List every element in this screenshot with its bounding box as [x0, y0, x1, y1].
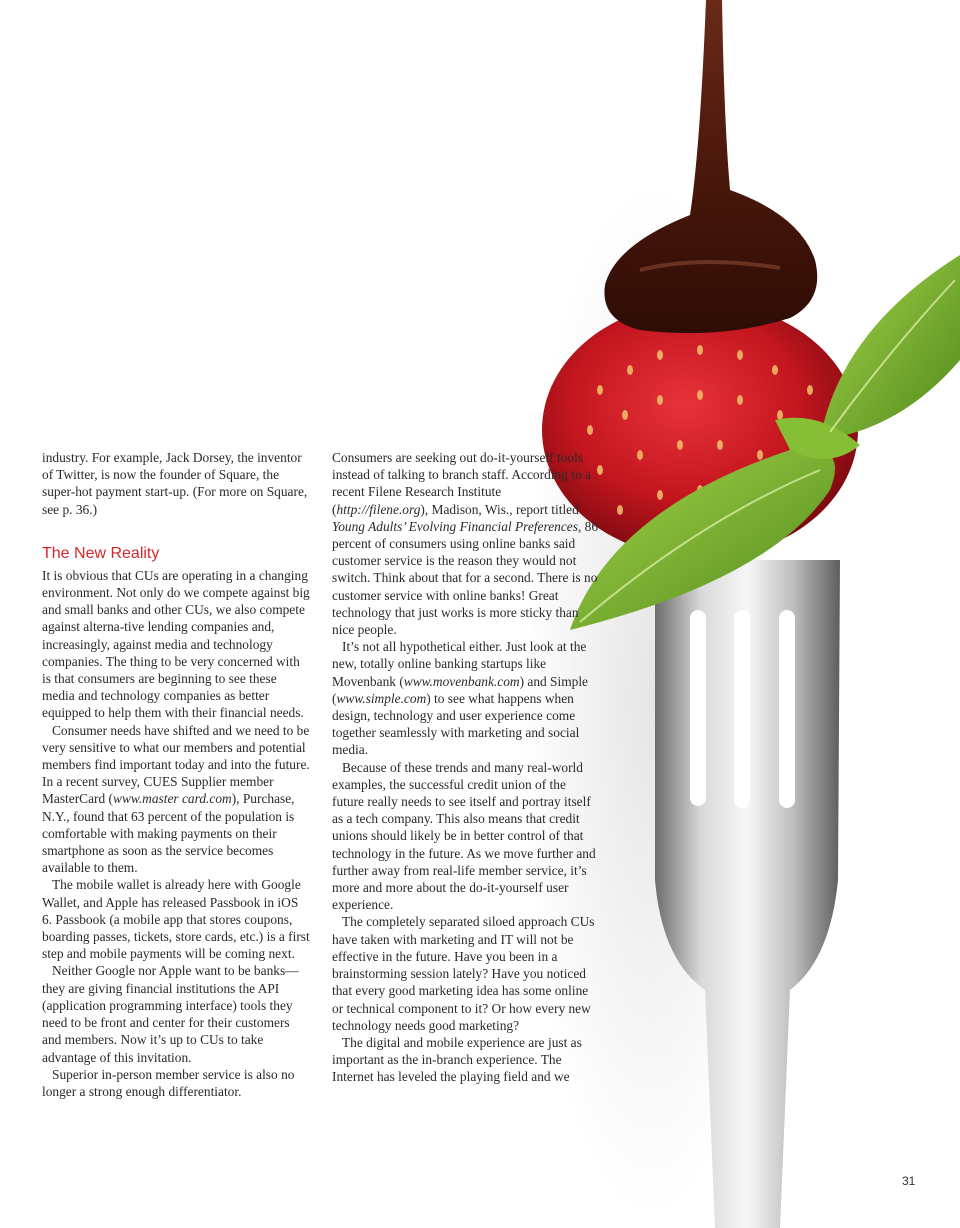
paragraph: It is obvious that CUs are operating in a changing environment. Not only do we compete against big and small banks and other CUs, we also compete against alterna-tive lending companies and, increasingly, against media and technology companies. The thing to be very concerned with is that consumers are beginning to see these media and technology companies as better equipped to help them with their financial needs.: [42, 567, 310, 721]
text-span: ), Purchase, N.Y., found that 63 percent of the population is comfortable with making payments on their smartphone as soon as the service becomes available to them.: [42, 791, 295, 876]
text-span: It’s not all hypothetical either. Just look at the new, totally online banking startups like Movenbank (: [332, 639, 587, 689]
right-column: [332, 449, 600, 1086]
text-span: ), Madison, Wis., report titled: [420, 501, 579, 517]
paragraph: [332, 449, 600, 638]
filene-link: http://filene.org: [336, 501, 421, 517]
paragraph: The digital and mobile experience are just as important as the in-branch experience. The Internet has leveled the playing field and we: [332, 1034, 582, 1085]
mastercard-link: www.master card.com: [113, 791, 232, 807]
paragraph: industry. For example, Jack Dorsey, the inventor of Twitter, is now the founder of Square, the super-hot payment start-up. (For more on Square, see p. 36.): [42, 450, 308, 517]
text-span: , 86 percent of consumers using online banks said customer service is the reason they would not switch. Think about that for a second. There is no customer service with online banks! Great technology that just works is more sticky than nice people.: [332, 518, 599, 638]
paragraph: Because of these trends and many real-world examples, the successful credit union of the future really needs to see itself and portray itself as a tech company. This also means that credit unions should likely be in better control of that technology in the future. As we move further and further away from real-life member service, it’s more and more about the do-it-yourself user experience.: [332, 759, 596, 913]
paragraph: The mobile wallet is already here with Google Wallet, and Apple has released Passbook in iOS 6. Passbook (a mobile app that stores coupons, boarding passes, tickets, store cards, etc.) is a first step and mobile payments will be coming next.: [42, 877, 310, 962]
paragraph: Superior in-person member service is also no longer a strong enough differentiator.: [42, 1066, 295, 1099]
movenbank-link: www.movenbank.com: [403, 673, 520, 689]
paragraph: Neither Google nor Apple want to be banks—they are giving financial institutions the API (application programming interface) tools they need to be front and center for their customers and members. Now it’s up to CUs to take advantage of this invitation.: [42, 963, 299, 1065]
text-span: Consumers are seeking out do-it-yourself tools instead of talking to branch staff. According to a recent Filene Research Institute (: [332, 450, 591, 517]
text-span: Consumer needs have shifted and we need to be very sensitive to what our members and potential members find important today and into the future. In a recent survey, CUES Supplier member MasterCard (: [42, 722, 310, 807]
report-title: Young Adults’ Evolving Financial Preferences: [332, 518, 578, 534]
simple-link: www.simple.com: [336, 690, 427, 706]
page-number: 31: [902, 1174, 916, 1188]
paragraph: [42, 722, 310, 877]
section-heading: The New Reality: [42, 544, 160, 562]
text-span: ) to see what happens when design, technology and user experience come together seamlessly with marketing and social media.: [332, 690, 580, 758]
left-column: [42, 449, 310, 1100]
text-span: ) and Simple (: [332, 673, 588, 706]
paragraph: The completely separated siloed approach CUs have taken with marketing and IT will not be effective in the future. Have you been in a brainstorming session lately? Have you noticed that every good marketing idea has some online or technical component to it? Or how every new technology needs good marketing?: [332, 914, 595, 1033]
paragraph: [332, 638, 600, 758]
